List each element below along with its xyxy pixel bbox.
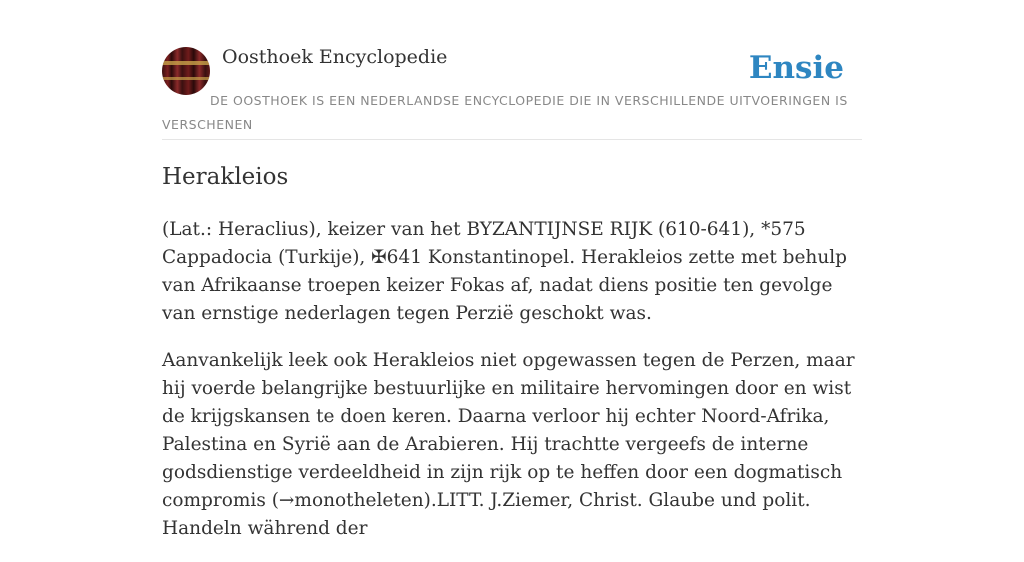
site-header xyxy=(162,0,862,140)
article-title: Herakleios xyxy=(162,164,289,190)
page xyxy=(162,0,862,539)
article-body xyxy=(162,216,862,562)
book-spines-icon[interactable] xyxy=(162,47,210,95)
article-paragraph: (Lat.: Heraclius), keizer van het BYZANTIJNSE RIJK (610-641), *575 Cappadocia (Turkije), ✠641 Konstantinopel. Herakleios zette met behulp van Afrikaanse troepen keizer Fokas af, nadat diens positie ten gevolge van ernstige nederlagen tegen Perzië geschokt was. xyxy=(162,219,848,324)
article-paragraph: Aanvankelijk leek ook Herakleios niet opgewassen tegen de Perzen, maar hij voerde belangrijke bestuurlijke en militaire hervomingen door en wist de krijgskansen te doen keren. Daarna verloor hij echter Noord-Afrika, Palestina en Syrië aan de Arabieren. Hij trachtte vergeefs de interne godsdienstige verdeeldheid in zijn rijk op te heffen door een dogmatisch compromis (→monotheleten).LITT. J.Ziemer, Christ. Glaube und polit. Handeln während der xyxy=(162,350,855,539)
site-title[interactable]: Oosthoek Encyclopedie xyxy=(222,46,448,68)
site-tagline: DE OOSTHOEK IS EEN NEDERLANDSE ENCYCLOPEDIE DIE IN VERSCHILLENDE UITVOERINGEN IS VERSCHENEN xyxy=(162,93,848,132)
brand-logo[interactable]: Ensie xyxy=(748,50,844,86)
